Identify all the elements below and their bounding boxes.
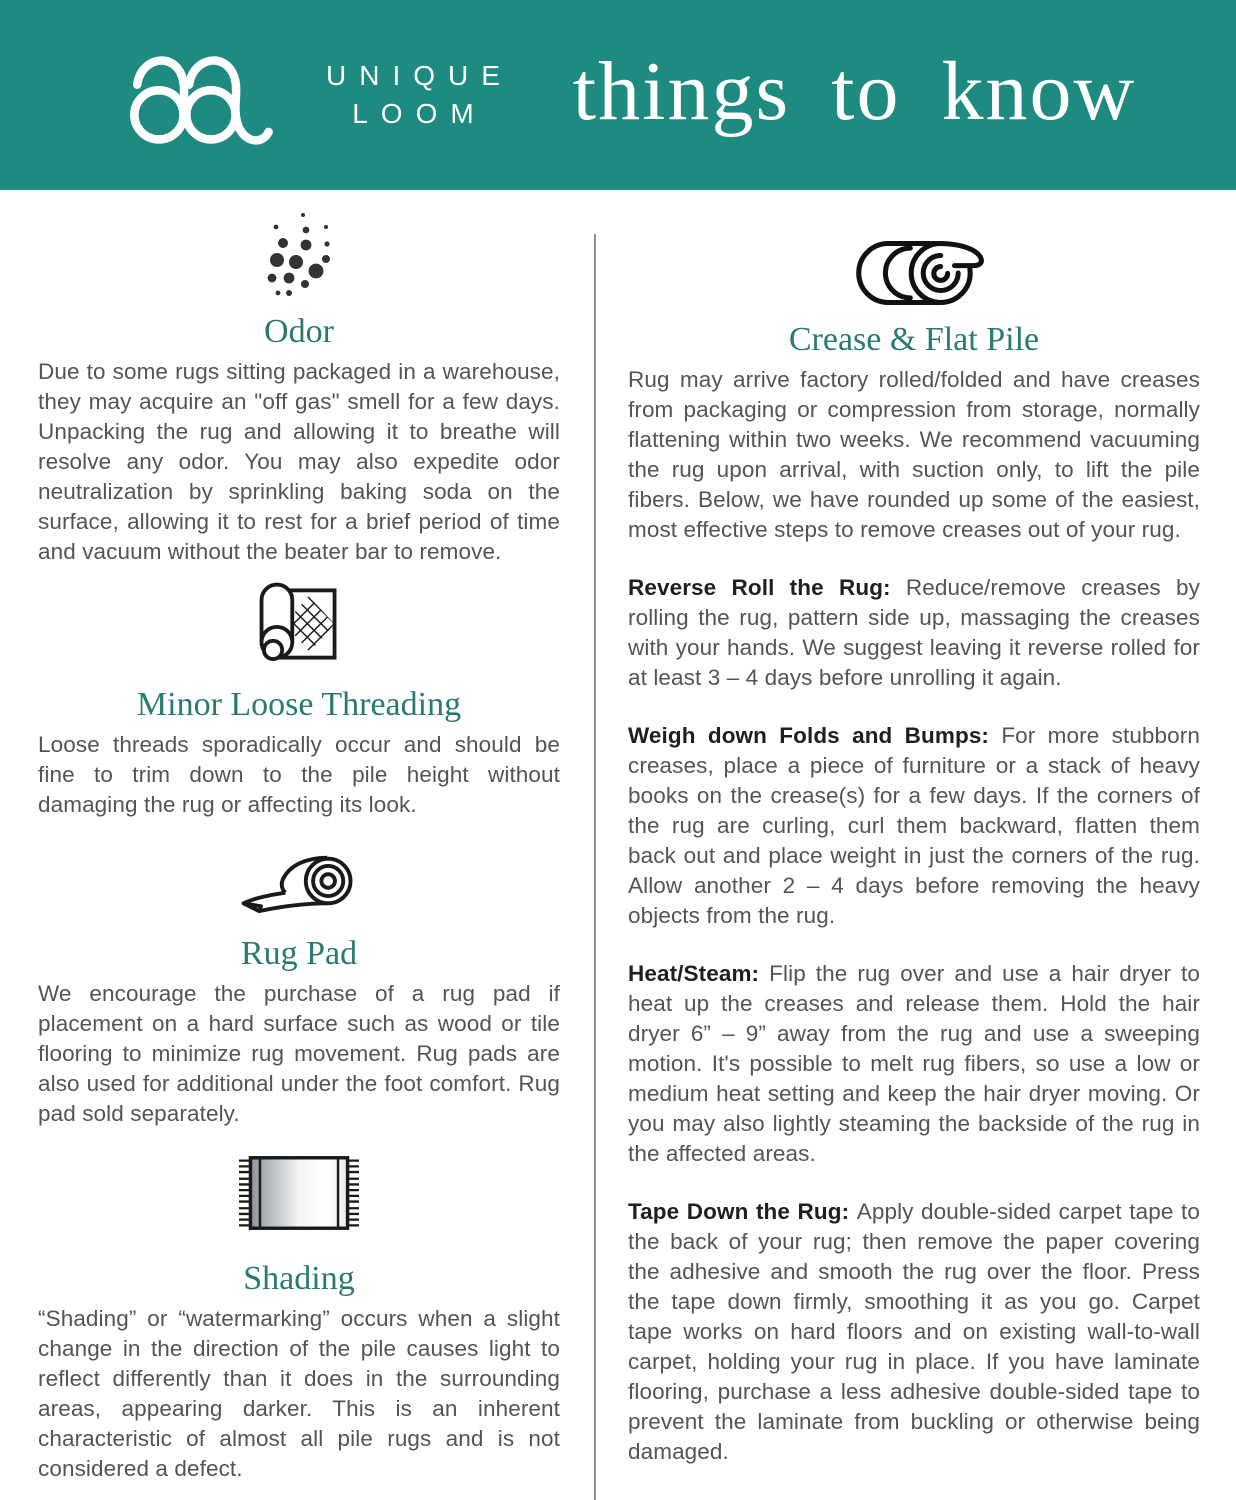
brand-line-1: UNIQUE bbox=[326, 60, 513, 92]
column-divider bbox=[594, 234, 596, 1500]
section-body-odor: Due to some rugs sitting packaged in a warehouse, they may acquire an "off gas" smell for a few days. Unpacking the rug and allowing it to breathe will resolve any odor. You may also expedite odor neutralization by sprinkling baking soda on the surface, allowing it to rest for a brief period of time and vacuum without the beater bar to remove. bbox=[38, 359, 560, 565]
tip-label: Tape Down the Rug: bbox=[628, 1199, 850, 1225]
tip-label: Weigh down Folds and Bumps: bbox=[628, 723, 990, 749]
tip-text: Reduce/remove creases by rolling the rug, pattern side up, massaging the creases with your hands. We suggest leaving it reverse rolled for at least 3 – 4 days before unrolling it again. bbox=[628, 575, 1201, 691]
section-title-shading: Shading bbox=[243, 1260, 355, 1298]
odor-particles-icon bbox=[249, 208, 349, 300]
rolled-rug-icon bbox=[838, 238, 990, 308]
crease-intro: Rug may arrive factory rolled/folded and have creases from packaging or compression from storage, normally flattening within two weeks. We recommend vacuuming the rug upon arrival, with suction only, to lift the pile fibers. Below, we have rounded up some of the easiest, most effective steps to remove creases out of your rug. bbox=[628, 367, 1200, 543]
left-column bbox=[38, 190, 560, 1500]
tip-heat-steam bbox=[628, 959, 1200, 1169]
section-body-loose-threading: Loose threads sporadically occur and should be fine to trim down to the pile height without damaging the rug or affecting its look. bbox=[38, 732, 560, 818]
tip-text: Flip the rug over and use a hair dryer to heat up the creases and release them. Hold the hair dryer 6” – 9” away from the rug and use a sweeping motion. It's possible to melt rug fibers, so use a low or medium heat setting and keep the hair dryer moving. Or you may also lightly steaming the backside of the rug in the affected areas. bbox=[628, 961, 1200, 1167]
tip-text: Apply double-sided carpet tape to the back of your rug; then remove the paper covering the adhesive and smooth the rug over the floor. Press the tape down firmly, smoothing it as you go. Carpet tape works on hard floors and on existing wall-to-wall carpet, holding your rug in place. If you have laminate flooring, purchase a less adhesive double-sided tape to prevent the laminate from buckling or otherwise being damaged. bbox=[628, 1199, 1201, 1465]
section-rug-pad bbox=[38, 846, 560, 1129]
tip-reverse-roll bbox=[628, 573, 1200, 693]
section-title-odor: Odor bbox=[264, 313, 334, 350]
brand-line-2: LOOM bbox=[352, 98, 487, 129]
tip-label: Reverse Roll the Rug: bbox=[628, 575, 891, 601]
section-title-rug-pad: Rug Pad bbox=[240, 935, 358, 973]
content bbox=[0, 190, 1236, 1500]
brand-wordmark bbox=[326, 57, 513, 133]
tip-text: For more stubborn creases, place a piece of furniture or a stack of heavy books on the crease(s) for a few days. If the corners of the rug are curling, curl them backward, flatten them back out and place weight in just the corners of the rug. Allow another 2 – 4 days before removing the heavy objects from the rug. bbox=[628, 723, 1200, 929]
section-odor bbox=[38, 208, 560, 567]
section-body-shading: “Shading” or “watermarking” occurs when a slight change in the direction of the pile causes light to reflect differently than it does in the surrounding areas, appearing darker. This is an inherent characteristic of almost all pile rugs and is not considered a defect. bbox=[38, 1306, 560, 1482]
page-title: things to know bbox=[572, 44, 1137, 138]
shaded-rug-icon bbox=[237, 1153, 361, 1233]
section-title-loose-threading: Minor Loose Threading bbox=[136, 686, 462, 724]
section-loose-threading bbox=[38, 575, 560, 820]
right-column bbox=[628, 190, 1200, 1500]
brand bbox=[112, 43, 513, 147]
header-band bbox=[0, 0, 1236, 190]
section-body-rug-pad: We encourage the purchase of a rug pad if placement on a hard surface such as wood or tile flooring to minimize rug movement. Rug pads are also used for additional under the foot comfort. Rug pad sold separately. bbox=[38, 981, 560, 1127]
rug-pad-icon bbox=[235, 846, 363, 916]
tip-weigh-down bbox=[628, 721, 1200, 931]
section-shading bbox=[38, 1153, 560, 1484]
tip-tape-down bbox=[628, 1197, 1200, 1467]
unique-loom-logo-icon bbox=[112, 43, 308, 147]
tip-label: Heat/Steam: bbox=[628, 961, 760, 987]
section-title-crease: Crease & Flat Pile bbox=[788, 321, 1040, 358]
loose-threading-icon bbox=[246, 575, 352, 673]
